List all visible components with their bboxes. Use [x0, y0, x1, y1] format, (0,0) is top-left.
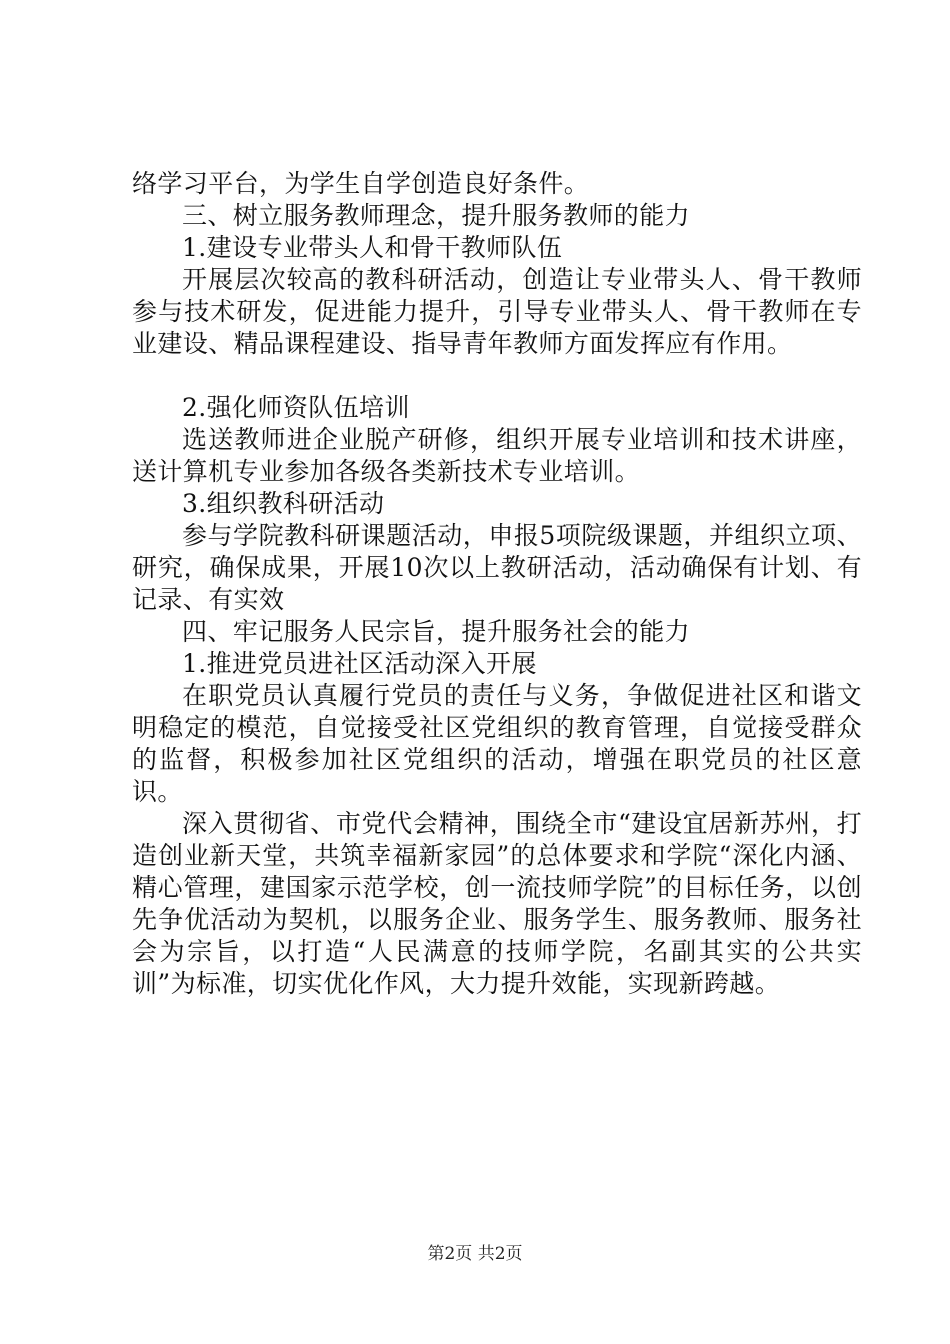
- paragraph-4-1: 在职党员认真履行党员的责任与义务，争做促进社区和谐文明稳定的模范，自觉接受社区党组织的教育管理，自觉接受群众的监督，积极参加社区党组织的活动，增强在职党员的社区意识。: [132, 681, 862, 806]
- subheading-3-2: 2.强化师资队伍培训: [182, 393, 410, 422]
- paragraph-continuation: 络学习平台，为学生自学创造良好条件。: [132, 169, 590, 198]
- section-heading-three: 三、树立服务教师理念，提升服务教师的能力: [182, 201, 691, 230]
- document-body: [132, 168, 862, 1000]
- subheading-3-3: 3.组织教科研活动: [182, 489, 385, 518]
- page-number-footer: 第2页 共2页: [427, 1244, 523, 1264]
- paragraph-3-1: 开展层次较高的教科研活动，创造让专业带头人、骨干教师参与技术研发，促进能力提升，引导专业带头人、骨干教师在专业建设、精品课程建设、指导青年教师方面发挥应有作用。: [132, 265, 862, 358]
- subheading-4-1: 1.推进党员进社区活动深入开展: [182, 649, 537, 678]
- paragraph-closing: 深入贯彻省、市党代会精神，围绕全市“建设宜居新苏州，打造创业新天堂，共筑幸福新家园”的总体要求和学院“深化内涵、精心管理，建国家示范学校，创一流技师学院”的目标任务，以创先争优活动为契机，以服务企业、服务学生、服务教师、服务社会为宗旨，以打造“人民满意的技师学院，名副其实的公共实训”为标准，切实优化作风，大力提升效能，实现新跨越。: [132, 809, 862, 998]
- section-heading-four: 四、牢记服务人民宗旨，提升服务社会的能力: [182, 617, 691, 646]
- paragraph-3-3: 参与学院教科研课题活动，申报5项院级课题，并组织立项、研究，确保成果，开展10次以上教研活动，活动确保有计划、有记录、有实效: [132, 521, 862, 614]
- subheading-3-1: 1.建设专业带头人和骨干教师队伍: [182, 233, 563, 262]
- paragraph-3-2: 选送教师进企业脱产研修，组织开展专业培训和技术讲座，送计算机专业参加各级各类新技术专业培训。: [132, 425, 862, 486]
